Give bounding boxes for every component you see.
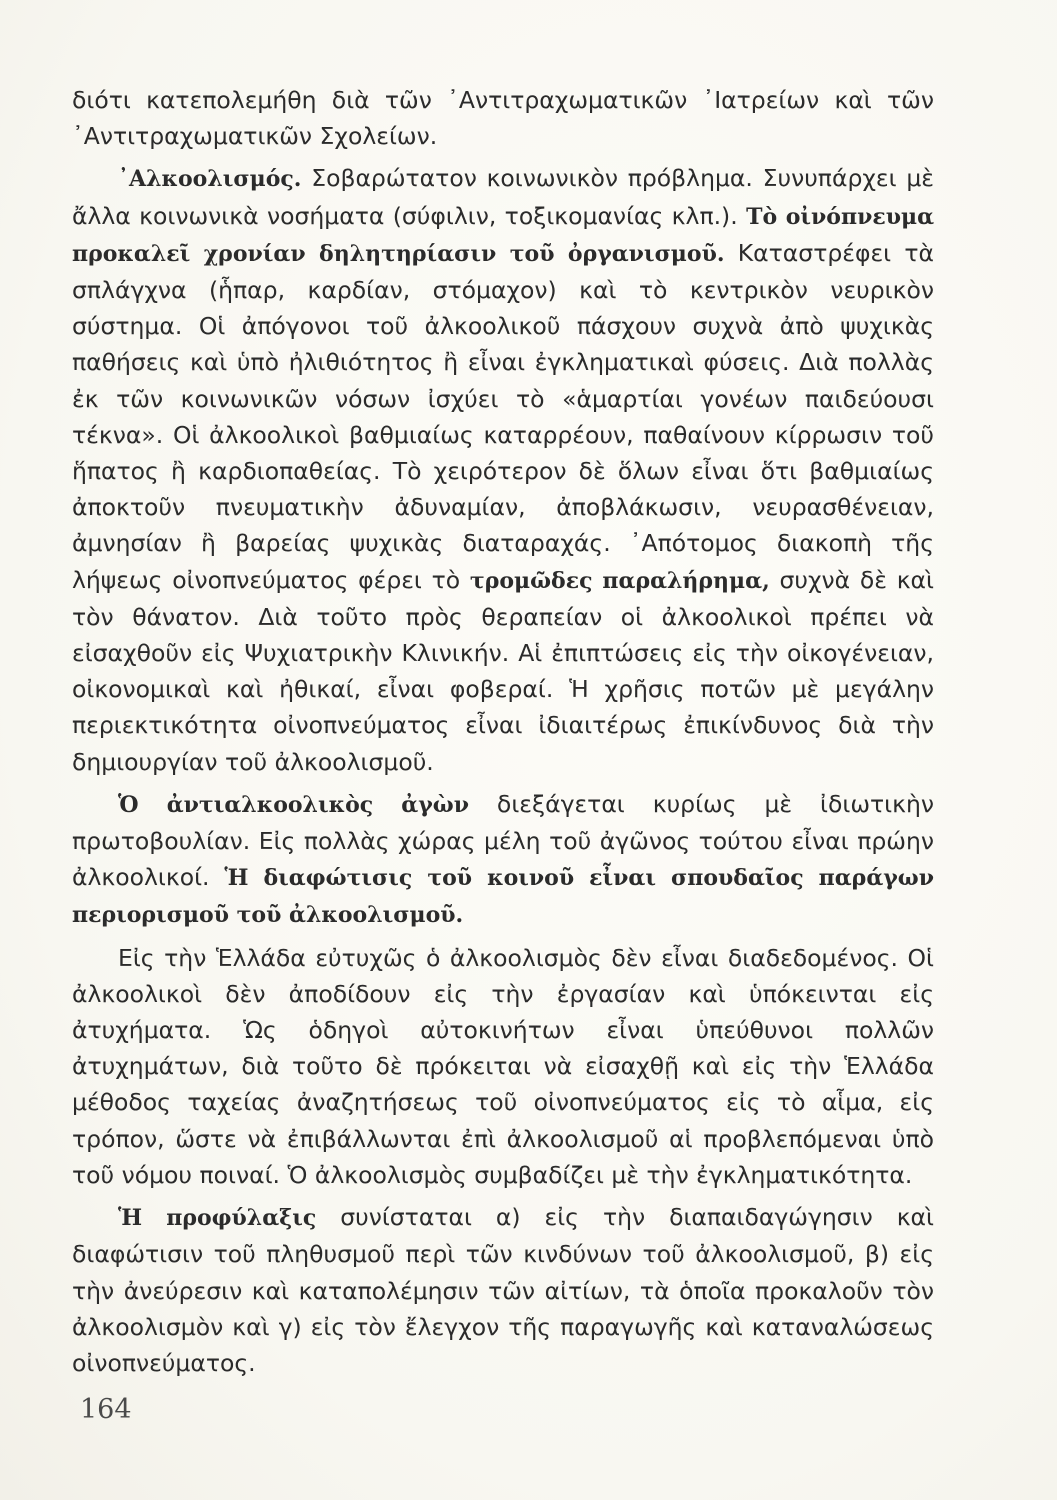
paragraph — [72, 1199, 934, 1381]
bold-term: τρομῶδες παραλήρημα, — [469, 567, 770, 594]
text-run: Σοβαρώτατον κοινωνικὸν πρόβλημα. Συνυπάρχει μὲ ἄλλα κοινωνικὰ νοσήματα (σύφιλιν, τοξικομανίας κλπ.). — [72, 164, 934, 230]
text-run: συχνὰ δὲ καὶ τὸν θάνατον. Διὰ τοῦτο πρὸς θεραπείαν οἱ ἀλκοολικοὶ πρέπει νὰ εἰσαχθοῦν εἰς Ψυχιατρικὴν Κλινικήν. Αἱ ἐπιπτώσεις εἰς τὴν οἰκογένειαν, οἰκονομικαὶ καὶ ἠθικαί, εἶναι φοβεραί. Ἡ χρῆσις ποτῶν μὲ μεγάλην περιεκτικότητα οἰνοπνεύματος εἶναι ἰδιαιτέρως ἐπικίνδυνος διὰ τὴν δημιουργίαν τοῦ ἀλκοολισμοῦ. — [72, 565, 935, 776]
paragraph — [72, 82, 934, 154]
bold-term: Ὁ ἀντιαλκοολικὸς ἀγὼν — [118, 791, 469, 818]
paragraph — [72, 940, 934, 1193]
text-run: διεξάγεται κυρίως μὲ ἰδιωτικὴν πρωτοβουλίαν. Εἰς πολλὰς χώρας μέλη τοῦ ἀγῶνος τούτου εἶναι πρώην ἀλκοολικοί. — [72, 789, 934, 892]
paragraph — [72, 160, 934, 779]
text-run: Εἰς τὴν Ἑλλάδα εὐτυχῶς ὁ ἀλκοολισμὸς δὲν εἶναι διαδεδομένος. Οἱ ἀλκοολικοὶ δὲν ἀποδίδουν εἰς τὴν ἐργασίαν καὶ ὑπόκεινται εἰς ἀτυχήματα. Ὡς ὁδηγοὶ αὐτοκινήτων εἶναι ὑπεύθυνοι πολλῶν ἀτυχημάτων, διὰ τοῦτο δὲ πρόκειται νὰ εἰσαχθῇ καὶ εἰς τὴν Ἑλλάδα μέθοδος ταχείας ἀναζητήσεως τοῦ οἰνοπνεύματος εἰς τὸ αἷμα, εἰς τρόπον, ὥστε νὰ ἐπιβάλλωνται ἐπὶ ἀλκοολισμοῦ αἱ προβλεπόμεναι ὑπὸ τοῦ νόμου ποιναί. Ὁ ἀλκοολισμὸς συμβαδίζει μὲ τὴν ἐγκληματικότητα. — [72, 943, 934, 1189]
text-run: διότι κατεπολεμήθη διὰ τῶν ᾽Αντιτραχωματικῶν ᾽Ιατρείων καὶ τῶν ᾽Αντιτραχωματικῶν Σχολείων. — [72, 86, 934, 151]
page-number: 164 — [80, 1394, 132, 1425]
text-run: Καταστρέφει τὰ σπλάγχνα (ἧπαρ, καρδίαν, στόμαχον) καὶ τὸ κεντρικὸν νευρικὸν σύστημα. Οἱ ἀπόγονοι τοῦ ἀλκοολικοῦ πάσχουν συχνὰ ἀπὸ ψυχικὰς παθήσεις καὶ ὑπὸ ἠλιθιότητος ἢ εἶναι ἐγκληματικαὶ φύσεις. Διὰ πολλὰς ἐκ τῶν κοινωνικῶν νόσων ἰσχύει τὸ «ἁμαρτίαι γονέων παιδεύουσι τέκνα». Οἱ ἀλκοολικοὶ βαθμιαίως καταρρέουν, παθαίνουν κίρρωσιν τοῦ ἥπατος ἢ καρδιοπαθείας. Τὸ χειρότερον δὲ ὅλων εἶναι ὅτι βαθμιαίως ἀποκτοῦν πνευματικὴν ἀδυναμίαν, ἀποβλάκωσιν, νευρασθένειαν, ἀμνησίαν ἢ βαρείας ψυχικὰς διαταραχάς. ᾽Απότομος διακοπὴ τῆς λήψεως οἰνοπνεύματος φέρει τὸ — [72, 238, 935, 594]
body-text — [72, 82, 934, 1381]
bold-term: ᾽Αλκοολισμός. — [118, 166, 302, 193]
bold-term: Ἡ προφύλαξις — [118, 1205, 317, 1232]
paragraph — [72, 786, 934, 934]
bold-term: Τὸ οἰνόπνευμα προκαλεῖ χρονίαν δηλητηρίασιν τοῦ ὀργανισμοῦ. — [72, 203, 935, 267]
text-run: συνίσταται α) εἰς τὴν διαπαιδαγώγησιν καὶ διαφώτισιν τοῦ πληθυσμοῦ περὶ τῶν κινδύνων τοῦ ἀλκοολισμοῦ, β) εἰς τὴν ἀνεύρεσιν καὶ καταπολέμησιν τῶν αἰτίων, τὰ ὁποῖα προκαλοῦν τὸν ἀλκοολισμὸν καὶ γ) εἰς τὸν ἔλεγχον τῆς παραγωγῆς καὶ καταναλώσεως οἰνοπνεύματος. — [72, 1203, 934, 1377]
bold-term: Ἡ διαφώτισις τοῦ κοινοῦ εἶναι σπουδαῖος παράγων περιορισμοῦ τοῦ ἀλκοολισμοῦ. — [72, 865, 934, 929]
